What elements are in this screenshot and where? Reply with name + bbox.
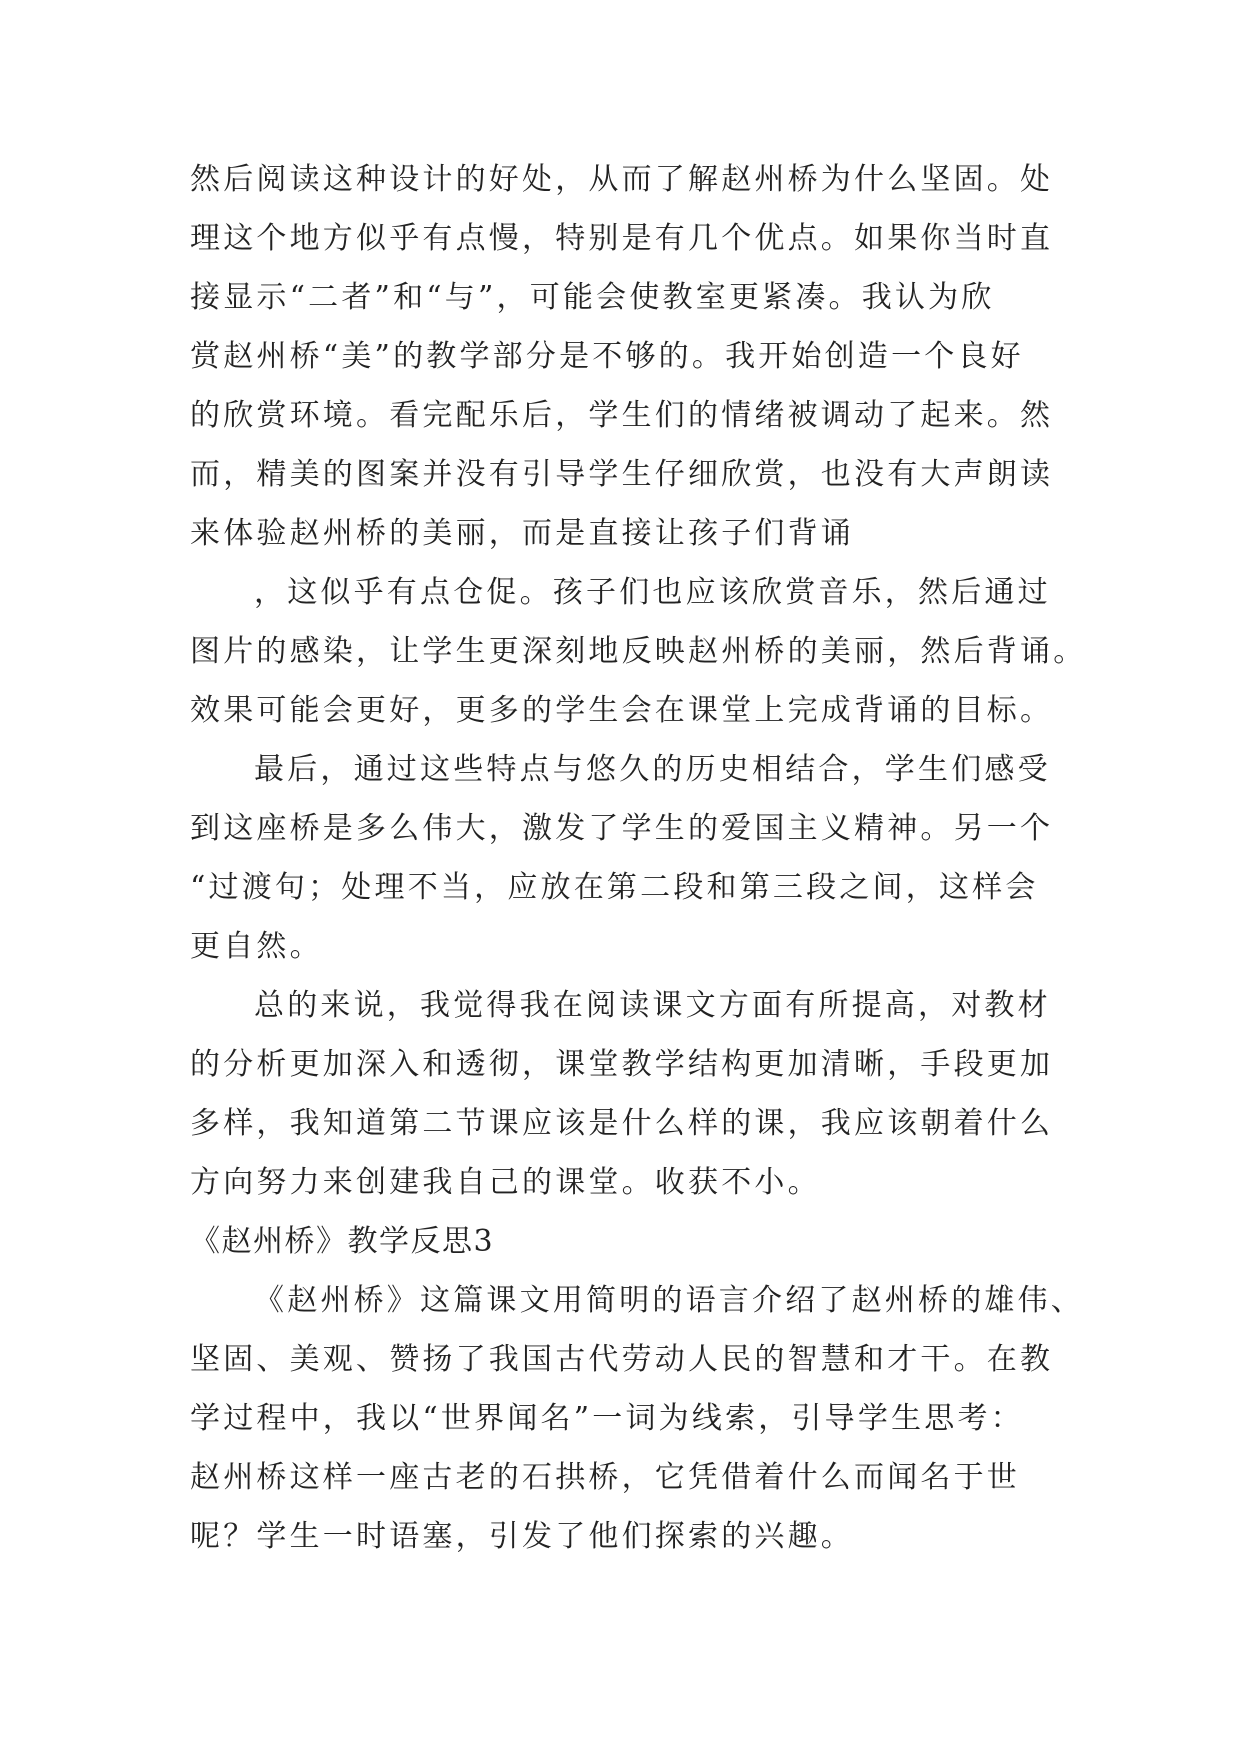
text-line: 呢？学生一时语塞，引发了他们探索的兴趣。 xyxy=(190,1519,854,1554)
text-line: 方向努力来创建我自己的课堂。收获不小。 xyxy=(190,1165,821,1200)
text-line: ，这似乎有点仓促。孩子们也应该欣赏音乐，然后通过 xyxy=(254,575,1051,610)
text-line: 《赵州桥》这篇课文用简明的语言介绍了赵州桥的雄伟、 xyxy=(254,1283,1084,1318)
text-line: 理这个地方似乎有点慢，特别是有几个优点。如果你当时直 xyxy=(190,221,1054,256)
section-heading: 《赵州桥》教学反思3 xyxy=(190,1224,495,1259)
text-line: 然后阅读这种设计的好处，从而了解赵州桥为什么坚固。处 xyxy=(190,162,1054,197)
text-line: 接显示“二者”和“与”，可能会使教室更紧凑。我认为欣 xyxy=(190,280,995,315)
text-line: 而，精美的图案并没有引导学生仔细欣赏，也没有大声朗读 xyxy=(190,457,1054,492)
text-line: 到这座桥是多么伟大，激发了学生的爱国主义精神。另一个 xyxy=(190,811,1054,846)
text-line: 坚固、美观、赞扬了我国古代劳动人民的智慧和才干。在教 xyxy=(190,1342,1054,1377)
text-line: 最后，通过这些特点与悠久的历史相结合，学生们感受 xyxy=(254,752,1051,787)
text-line: 的欣赏环境。看完配乐后，学生们的情绪被调动了起来。然 xyxy=(190,398,1054,433)
text-line: 更自然。 xyxy=(190,929,323,964)
text-line: “过渡句；处理不当，应放在第二段和第三段之间，这样会 xyxy=(190,870,1039,905)
text-line: 总的来说，我觉得我在阅读课文方面有所提高，对教材 xyxy=(254,988,1051,1023)
text-line: 的分析更加深入和透彻，课堂教学结构更加清晰，手段更加 xyxy=(190,1047,1054,1082)
body-text xyxy=(190,150,1087,1566)
text-line: 赵州桥这样一座古老的石拱桥，它凭借着什么而闻名于世 xyxy=(190,1460,1020,1495)
text-line: 多样，我知道第二节课应该是什么样的课，我应该朝着什么 xyxy=(190,1106,1054,1141)
text-line: 赏赵州桥“美”的教学部分是不够的。我开始创造一个良好 xyxy=(190,339,1024,374)
text-line: 效果可能会更好，更多的学生会在课堂上完成背诵的目标。 xyxy=(190,693,1054,728)
text-line: 来体验赵州桥的美丽，而是直接让孩子们背诵 xyxy=(190,516,854,551)
text-line: 学过程中，我以“世界闻名”一词为线索，引导学生思考： xyxy=(190,1401,1024,1436)
text-line: 图片的感染，让学生更深刻地反映赵州桥的美丽，然后背诵。 xyxy=(190,634,1087,669)
